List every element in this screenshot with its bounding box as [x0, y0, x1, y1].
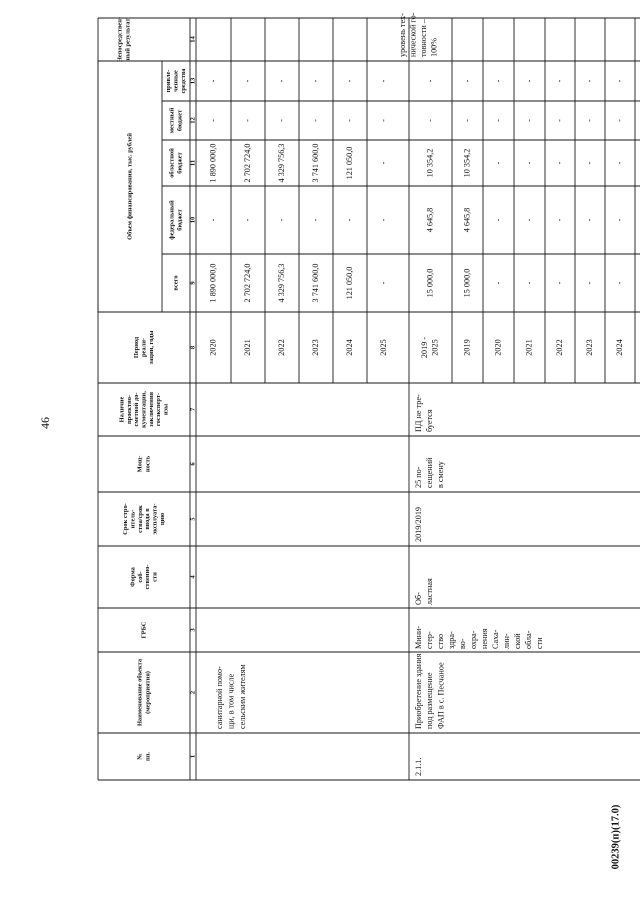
- header-build-term: эксплуата-: [151, 503, 159, 535]
- block2-year: 2019: [462, 339, 472, 356]
- block1-year: 2025: [378, 339, 388, 356]
- header-period: Период: [133, 336, 141, 359]
- block2-regional: -: [554, 161, 564, 165]
- block2-attracted: -: [462, 79, 472, 83]
- header-attracted: ченные: [172, 70, 180, 92]
- block2-grbs-line: ство: [435, 633, 445, 649]
- block2-local: -: [554, 119, 564, 122]
- header-total: всего: [172, 275, 180, 291]
- block2-total: -: [584, 281, 594, 285]
- header-result: ный результат: [124, 18, 132, 61]
- block2-result-line: нической го-: [408, 12, 418, 57]
- header-build-term: итель-: [129, 509, 137, 529]
- block1-regional: -: [378, 161, 388, 165]
- header-psd: заключения: [147, 392, 155, 427]
- column-number: 12: [189, 117, 197, 124]
- block1-total: -: [378, 281, 388, 285]
- block2-regional: -: [493, 161, 503, 165]
- block2-name-line: Приобретение здания: [413, 653, 423, 729]
- block1-total: 4 329 756,3: [276, 263, 286, 303]
- page-number: 46: [37, 417, 52, 429]
- block1-local: -: [310, 119, 320, 122]
- block1-total: 2 702 724,0: [242, 263, 252, 303]
- header-capacity: Мощ-: [136, 455, 144, 473]
- block1-name-line: сельским жителям: [237, 664, 247, 729]
- block2-year: 2020: [493, 339, 503, 356]
- block1-attracted: -: [344, 79, 354, 83]
- block2-grbs-line: охра-: [468, 630, 478, 649]
- block2-regional: -: [524, 161, 534, 165]
- block2-regional: -: [584, 161, 594, 165]
- block2-grbs-line: во-: [457, 638, 467, 649]
- block1-total: 121 050,0: [344, 266, 354, 300]
- block1-year: 2023: [310, 339, 320, 356]
- header-ownership: соб-: [136, 571, 144, 583]
- block2-grbs-line: нения: [479, 628, 489, 649]
- block2-capacity-line: в смену: [435, 461, 445, 488]
- block1-federal: -: [208, 218, 218, 222]
- block2-attracted: -: [554, 79, 564, 83]
- block1-regional: 2 702 724,0: [242, 143, 252, 183]
- block2-local: -: [614, 119, 624, 122]
- block1-federal: -: [344, 218, 354, 222]
- column-number: 5: [189, 517, 197, 521]
- block2-grbs-line: обла-: [523, 630, 533, 649]
- block2-summary-local: -: [425, 119, 435, 122]
- header-no: пп.: [144, 752, 152, 761]
- block2-year: 2021: [524, 339, 534, 356]
- column-number: 4: [189, 575, 197, 579]
- header-psd: кументации,: [140, 391, 148, 428]
- block2-summary-period: 2025: [430, 339, 440, 356]
- block2-summary-period: 2019 -: [420, 336, 430, 359]
- block2-year: 2022: [554, 339, 564, 356]
- header-build-term: цию: [158, 512, 166, 526]
- header-regional: областной: [168, 148, 176, 178]
- header-result: Непосредствен-: [116, 16, 124, 63]
- block2-grbs-line: Мини-: [413, 625, 423, 649]
- header-psd: сметной до-: [133, 392, 141, 427]
- block2-summary-federal: 4 645,8: [425, 207, 435, 233]
- block1-federal: -: [276, 218, 286, 222]
- header-no: №: [136, 753, 144, 760]
- block2-build-term: 2019/2019: [413, 506, 423, 542]
- block2-regional: 10 354,2: [462, 148, 472, 178]
- block1-total: 3 741 600,0: [310, 263, 320, 303]
- block2-grbs-line: ской: [512, 633, 522, 649]
- block2-regional: -: [614, 161, 624, 165]
- block2-summary-total: 15 000,0: [425, 268, 435, 298]
- block2-federal: 4 645,8: [462, 207, 472, 233]
- block2-attracted: -: [614, 79, 624, 83]
- block1-attracted: -: [208, 79, 218, 83]
- block2-result-line: уровень тех-: [397, 13, 407, 57]
- header-psd: госэксперт-: [155, 392, 163, 427]
- column-number: 10: [189, 216, 197, 224]
- block2-local: -: [493, 119, 503, 122]
- block2-grbs-line: стер-: [424, 631, 434, 649]
- block2-no: 2.1.1.: [413, 757, 423, 776]
- table-grid: [98, 18, 640, 780]
- header-local: бюджет: [176, 109, 184, 132]
- block2-local: -: [584, 119, 594, 122]
- block1-federal: -: [310, 218, 320, 222]
- column-number: 8: [189, 345, 197, 350]
- block2-total: 15 000,0: [462, 268, 472, 298]
- header-capacity: ность: [144, 455, 152, 473]
- block1-local: -: [242, 119, 252, 122]
- header-build-term: ввода в: [144, 508, 152, 530]
- header-attracted: привле-: [165, 69, 173, 93]
- block1-local: -: [344, 119, 354, 122]
- block1-regional: 3 741 600,0: [310, 143, 320, 183]
- block1-regional: 1 890 000,0: [208, 143, 218, 183]
- block1-local: -: [208, 119, 218, 122]
- block2-psd-line: ПД не тре-: [413, 394, 423, 432]
- header-local: местный: [168, 107, 176, 134]
- header-psd: Наличие: [118, 396, 126, 423]
- block2-local: -: [462, 119, 472, 122]
- block1-name-line: санитарной помо-: [214, 666, 224, 729]
- block1-year: 2024: [344, 339, 354, 356]
- column-number: 1: [189, 754, 197, 759]
- column-number: 13: [189, 77, 197, 85]
- block2-federal: -: [524, 218, 534, 222]
- block2-name-line: ФАП в с. Песчаное: [436, 662, 446, 729]
- block1-federal: -: [242, 218, 252, 222]
- block2-federal: -: [554, 218, 564, 222]
- block1-federal: -: [378, 218, 388, 222]
- block2-ownership-line: ластная: [424, 578, 434, 605]
- block2-grbs-line: сти: [534, 637, 544, 649]
- header-ownership: сти: [151, 572, 159, 582]
- header-build-term: Срок стро-: [121, 503, 129, 535]
- column-number: 14: [189, 36, 197, 43]
- header-build-term: ства/срок: [136, 505, 144, 533]
- block2-attracted: -: [524, 79, 534, 83]
- block1-name-line: щи, в том числе: [226, 673, 236, 729]
- column-number: 9: [189, 281, 197, 285]
- block2-ownership-line: Об-: [413, 592, 423, 605]
- block1-year: 2020: [208, 339, 218, 356]
- block2-total: -: [614, 281, 624, 285]
- block2-result-line: 100%: [429, 37, 439, 57]
- block2-grbs-line: Саха-: [490, 629, 500, 649]
- block2-total: -: [554, 281, 564, 285]
- block2-year: 2023: [584, 339, 594, 356]
- block2-attracted: -: [584, 79, 594, 83]
- block2-summary-regional: 10 354,2: [425, 148, 435, 178]
- block1-local: -: [378, 119, 388, 122]
- block1-total: 1 890 000,0: [208, 263, 218, 303]
- header-grbs: ГРБС: [140, 621, 148, 639]
- header-federal: федеральный: [168, 200, 176, 240]
- block2-federal: -: [584, 218, 594, 222]
- block2-capacity-line: 25 по-: [413, 466, 423, 488]
- block2-federal: -: [614, 218, 624, 222]
- column-number: 2: [189, 690, 197, 695]
- block1-attracted: -: [310, 79, 320, 83]
- header-ownership: ственно-: [144, 564, 152, 590]
- block1-attracted: -: [378, 79, 388, 83]
- header-attracted: средства: [179, 68, 187, 94]
- header-name: (мероприятия): [144, 671, 152, 714]
- block2-year: 2024: [614, 339, 624, 356]
- block2-local: -: [524, 119, 534, 122]
- block2-federal: -: [493, 218, 503, 222]
- header-funding-group: Объем финансирования, тыс. рублей: [126, 133, 134, 240]
- header-regional: бюджет: [176, 152, 184, 174]
- column-number: 7: [189, 407, 197, 412]
- header-name: Наименование объекта: [136, 658, 144, 727]
- block2-name-line: под размещение: [425, 672, 435, 729]
- header-period: зации, годы: [147, 330, 155, 365]
- block1-year: 2021: [242, 339, 252, 356]
- column-number: 6: [189, 462, 197, 466]
- block2-psd-line: буется: [424, 409, 434, 432]
- block1-regional: 121 050,0: [344, 146, 354, 180]
- block2-result-line: товности –: [419, 19, 429, 57]
- block1-attracted: -: [276, 79, 286, 83]
- block2-grbs-line: лин-: [501, 633, 511, 649]
- block2-grbs-line: здра-: [446, 631, 456, 649]
- table-text: [38, 12, 640, 869]
- header-ownership: Форма: [129, 567, 137, 587]
- header-psd: проектно-: [125, 394, 133, 425]
- block2-total: -: [524, 281, 534, 285]
- column-number: 3: [189, 628, 197, 632]
- header-psd: изы: [162, 403, 170, 416]
- block1-attracted: -: [242, 79, 252, 83]
- block2-capacity-line: сещений: [424, 457, 434, 488]
- block1-local: -: [276, 119, 286, 122]
- block2-summary-attracted: -: [425, 79, 435, 83]
- block2-attracted: -: [493, 79, 503, 83]
- header-period: реали-: [140, 337, 148, 358]
- column-number: 11: [189, 159, 197, 167]
- block1-regional: 4 329 756,3: [276, 143, 286, 183]
- footer-code: 00239(п)(17.0): [610, 804, 622, 870]
- header-federal: бюджет: [176, 209, 184, 231]
- block1-year: 2022: [276, 339, 286, 356]
- block2-total: -: [493, 281, 503, 285]
